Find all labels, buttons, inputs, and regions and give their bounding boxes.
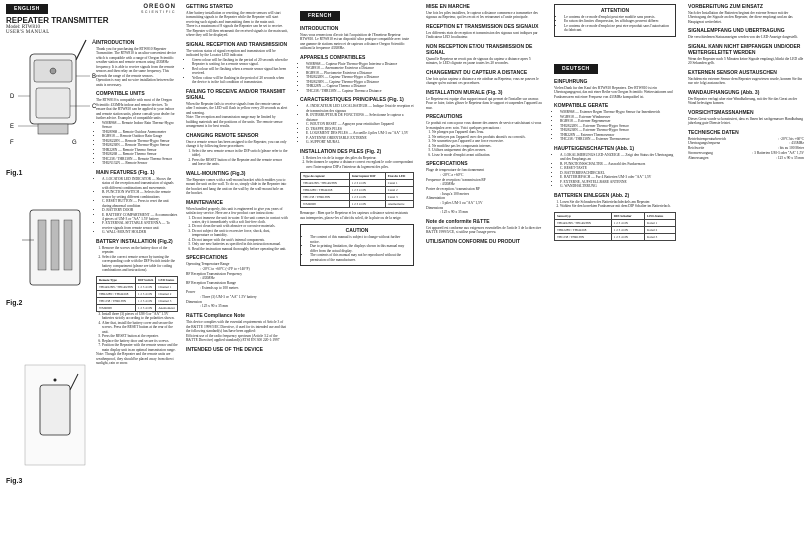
table-cell: WMR968 [301,201,350,208]
de-change-text: Nachdem ein externer Sensor dem Repeater zugewiesen wurde, konnen Sie ihn nur wie folgt austauschen. [688,76,803,86]
spec-row [426,210,542,215]
spec-row [688,156,804,161]
table-row [301,180,414,187]
list-item: • RGR918 — Remote Outdoor Rain Gauge [102,134,178,138]
spec-value: : -20°C bis +60°C [778,136,804,141]
table-header: Remote Type [97,276,136,283]
table-cell: 1 2 3 4 ON [611,233,644,240]
list-item: • WMR968 — Capteur Pluie Thermo-Hygro Interieur a Distance [306,62,414,66]
table-cell: 1 2 3 4 ON [135,304,155,311]
list-item: 6. Replace the battery door and secure its screws. [102,339,178,343]
list-item: 2. Wahlen Sie den korrekten Funksensor mit dem DIP Schalter im Batteriefach. [560,204,676,208]
table-header: LED-Status [645,212,676,219]
battery-1 [38,220,46,270]
de-dip-table [554,212,676,241]
de-main-heading: HAUPTEIGENSCHAFTEN (Abb. 1) [554,145,634,152]
de-precautions-heading: VORSICHTSMASSNAHMEN [688,109,754,116]
list-item: • The contents of this manual may not be reproduced without the permission of the manufacturer. [310,253,410,262]
table-row [97,297,178,304]
list-item: • The content of this manual is subject to change without further notice. [310,235,410,244]
fr-attention-heading: ATTENTION [600,8,630,14]
spec-label: Alimentation [426,196,445,201]
list-item: • THGR228N — Externer Thermo-Hygro Sensor [560,124,676,128]
english-column-middle [180,0,292,534]
list-item: • THGR238N — Capteur Thermo-Hygro a Distance [306,80,414,84]
en-caution-box [300,224,414,266]
list-item: 5. Only use new batteries as specified in this instruction manual. [192,242,288,246]
en-fail-heading: FAILING TO RECEIVE AND/OR TRANSMIT SIGNAL [186,88,286,101]
en-start-heading: GETTING STARTED [186,4,233,10]
table-cell: THGR228N / THGR238N [555,219,612,226]
list-item: • WMR968 — Externer Regen Thermo-Hygro Sensor fur Innenbereich [560,110,676,114]
en-intro-heading: INTRODUCTION [96,40,135,46]
table-header-row [555,212,676,219]
list-item: • Le contenu de ce mode d'emploi peut etre modifie sans preavis. [564,15,672,19]
list-item: 1. Retirez les vis de la trappe des piles du Repeteur. [306,156,414,160]
lang-tab-french: FRENCH [300,11,340,21]
fr-change-text: Une fois qu'un capteur a distance a ete attribue au Repeteur, vous ne pouvez le changer qu'en suivant ces procedures. [426,76,539,86]
table-cell: 1 2 3 4 ON [135,290,155,297]
en-start-text: After battery installation or resetting, the remote sensors will start transmitting signals to the Repeater while the Repeater will start receiving such signals and transmitting them to the main unit. [186,11,281,24]
en-spec-heading: SPECIFICATIONS [186,255,228,262]
list-item: • En raison des limites d'impression, les affichages peuvent differer. [564,19,672,23]
en-battery-heading: BATTERY INSTALLATION (Fig.2) [96,238,173,245]
french-german-column [548,0,680,534]
mixed-column [294,0,418,534]
en-main-heading: MAIN FEATURES (Fig. 1) [96,169,155,176]
brand-sub: SCIENTIFIC [141,10,176,14]
callout-d: D [10,94,15,100]
table-header: Type de capteur [301,173,350,180]
fr-fail-text: Quand le Repeteur ne recoit pas de signaux du capteur a distance apres 5 minutes, le LED clignote en jaune toutes les 20 secondes. [426,56,531,66]
en-battery-note: Note: Though the Repeater and the remote units are weatherproof, they should be placed away from direct sunlight, rain or snow. [96,352,174,366]
spec-value: : bis zu 100 Meter [777,146,804,151]
list-item: 4. After that, install the battery cover and secure the screws. Press the RESET button at the rear of the unit. [102,321,178,334]
table-header: Etat du LED [385,173,413,180]
table-cell: THC238 / THR138N [301,194,350,201]
list-item: • C. RESET BUTTON — Press to reset the unit during abnormal condition [102,199,178,208]
spec-value: : 3 Batterien UM-3 oder "AA" 1,5V [752,150,804,155]
spec-label: Dimension [186,299,202,304]
fr-start-text: Une fois les piles installees, le capteur a distance commence a transmettre des signaux au Repeteur, qui les recoit et les retransmet a l'unite principale. [426,11,538,20]
list-item: • G. WALL-MOUNT HOLDER [102,230,178,234]
callout-a: A [92,40,97,46]
lang-tab-german: DEUTSCH [554,64,598,74]
battery-3 [64,220,72,270]
table-row [555,226,676,233]
list-item: 2. Press the RESET button of the Repeater and the remote sensor and leave the units. [192,158,288,167]
list-item: • THGN132N — Remote Sensor [102,161,178,165]
de-fail-text: Wenn der Repeater nach 5 Minuten keine Signale empfangt, blinkt die LED alle 20 Sekunden gelb. [688,56,804,66]
table-header: LED Status [156,276,178,283]
table-cell: 1 2 3 4 ON [349,194,385,201]
list-item: • D. BATTERY DOOR [102,208,178,212]
spec-value: : Three (3) UM-3 or "AA" 1.5V battery [200,295,257,300]
header-block [6,4,176,14]
table-cell: WMR968 [97,304,136,311]
fr-intro-heading: INTRODUCTION [300,26,339,32]
en-compat-text: The RTW810 is compatible with most of the Oregon Scientific 433MHz indoor and remote devices. To ensure that the RTW810 can be applied to your indoor and remote station units, please consult your dealer for further advice. Examples of compatible units: [96,98,175,121]
fr-eu-heading: UTILISATION CONFORME DU PRODUIT [426,238,521,245]
list-item: • THGR228N — Remote Thermo-Hygro Sensor [102,139,178,143]
table-cell: THGR228N / THGR238N [97,283,136,290]
list-item: • B. FUNKTIONSSCHALTER — Auswahl des Funksensors [560,162,676,166]
de-battery-heading: BATTERIEN EINLEGEN (Abb. 2) [554,192,630,199]
german-column-right [682,0,808,534]
en-maintenance-heading: MAINTENANCE [186,199,223,206]
spec-label: Frequence de reception / transmission RF [426,177,486,182]
list-item: • THR228N — Externer Thermosensor [560,133,676,137]
de-change-heading: EXTERNEN SENSOR AUSTAUSCHEN [688,69,777,76]
en-reception-heading: SIGNAL RECEPTION AND TRANSMISSION [186,41,288,48]
spec-label: Dimensions [426,205,444,210]
en-change-heading: CHANGING REMOTE SENSOR [186,132,259,139]
de-wall-text: Der Repeater verfugt uber eine Wandhalterung, mit der Sie das Gerat an der Wand befestigen konnen. [688,96,798,106]
list-item: • THGR228N — Capteur Thermo-Hygro a Distance [306,75,414,79]
list-item: • E. BATTERIEFACH — Fur 4 Batterien UM-3 oder "AA" 1,5V [560,175,676,179]
fr-reception-text: Les differents etats de reception et transmission des signaux sont indiques par l'indicateur LED localisateur. [426,30,538,40]
list-item: 6. Lisez le mode d'emploi avant utilisation. [432,153,542,157]
spec-value: : 3 piles UM-3 ou "AA" 1,5V [440,200,483,205]
list-item: • E. LOGEMENT DES PILES — Accueille 4 piles UM-3 ou "AA" 1,5V [306,131,414,135]
list-item: • WMR968 — Remote Indoor Rain Thermo-Hygro Sensor [102,121,178,130]
callout-e: E [10,124,15,130]
spec-label: Betriebstemperaturbereich [688,136,727,141]
en-change-text: Once a remote sensor has been assigned to the Repeater, you can only change it by following these procedures: [186,139,287,149]
en-eu-heading: INTENDED USE OF THE DEVICE [186,346,263,353]
table-row [301,201,414,208]
en-fail-note: Note: The reception and transmission range may be limited by building materials and the positions of the units. The remote sensor arrangement is for best results. [186,115,283,129]
de-intro-text: Vielen Dank fur den Kauf des RTW810 Repeaters. Der RTW810 ist ein Ubertragungsgerat, das mit einer Reihe von Oregon Scientific Wetterstationen und Funksensoren mit einer Frequenz von 433MHz kompatibel ist. [554,85,673,99]
list-item: • A. INDICATEUR LED LOCALISATEUR — Indique l'etat de reception et de transmission des signaux [306,104,414,113]
en-start-text-2: There is a maximum of 8 signals the Repeater can be set to receive. The Repeater will then retransmit the received signals to the main unit, where they will be displayed. [186,24,288,38]
list-item: • B. FUNCTION SWITCH — Selects the remote sensor by setting different combinations [102,190,178,199]
en-intro-text-2: Operation is easy and no wire installation between the units is necessary. [96,78,174,87]
callout-f: F [10,140,14,146]
table-cell: THR228N / THGR268 [97,290,136,297]
fr-change-heading: CHANGEMENT DU CAPTEUR A DISTANCE [426,69,528,76]
list-item: • THGR238N — Remote Thermo-Hygro Sensor [102,143,178,147]
fr-mount-text: Le Repeteur est equipe d'un support mural qui permet de l'installer sur un mur. Pour ce faire, faites glisser le Repeteur dans le support et suspendez l'appareil au mur. [426,96,542,110]
spec-value: : -20°C to +60°C (-4°F to +140°F) [200,267,250,272]
spec-label: Stromversorgung [688,150,713,155]
de-precautions-text: Dieses Gerat wurde so konstruiert, dass es Ihnen bei sachgemasser Handhabung jahrelang gute Dienste leistet. [688,116,804,126]
table-header: DIP-Schalter [611,212,644,219]
list-item: • RGR918 — Pluviometre Exterieur a Distance [306,71,414,75]
list-item: • D. TRAPPE DES PILES [306,127,414,131]
de-start-heading: VORBEREITUNG ZUM EINSATZ [688,4,763,10]
list-item: • A. LOCATOR LED INDICATOR — Shows the status of the reception and transmission of signals with different combinations and movements [102,177,178,190]
list-item: • Yellow colour will be flashing in the period of 20 seconds when the device is in the fail condition of transmission. [192,76,288,85]
en-rtte-heading: R&TTE Compliance Note [186,313,245,320]
table-cell: Canal 2 [385,187,413,194]
brand-name: OREGON [143,4,176,10]
fr-reception-heading: RECEPTION ET TRANSMISSION DES SIGNAUX [426,23,539,30]
fr-mount-heading: INSTALLATION MURALE (Fig. 3) [426,89,503,96]
spec-value: : 125 x 90 x 35 mm [775,155,804,160]
table-cell: 1 2 3 4 ON [349,201,385,208]
table-row [97,283,178,290]
spec-value: : Jusqu'a 100 metres [440,191,470,196]
table-cell: Kanal 3 [645,233,676,240]
table-cell: Kanal 1 [645,219,676,226]
fr-main-heading: CARACTERISTIQUES PRINCIPALES (Fig. 1) [300,97,404,104]
french-column-middle [420,0,546,534]
spec-value: : 433MHz [200,276,215,281]
table-cell: 1 2 3 4 ON [349,187,385,194]
spec-value: : 125 x 90 x 35 mm [440,210,469,215]
spec-label: Ubertragungsfrequenz [688,141,721,146]
spec-label: Abmessungen [688,155,709,160]
doc-model: Model: RTW810 [6,25,41,30]
table-cell: Canal 3 [385,194,413,201]
table-cell: THR228N / THGR268 [555,226,612,233]
fig1-device-illustration [8,36,100,156]
list-item: • C. BOUTON RESET — Appuyez pour reinitialiser l'appareil [306,122,414,126]
list-item: • G. SUPPORT MURAL [306,140,414,144]
table-header: DIP Switch [135,276,155,283]
list-item: • THGR268 — Remote Thermo Sensor [102,152,178,156]
list-item: 5. Press the RESET button at the repeater. [102,334,178,338]
de-start-text: Nach der Installation der Batterien beginnt der externe Sensor mit der Ubertragung der Signale an den Repeater, der diese empfangt und an das Hauptgerat weiterleitet. [688,11,793,24]
fig2-label: Fig.2 [6,300,23,307]
list-item: • Le contenu de ce mode d'emploi ne peut etre reproduit sans l'autorisation du fabricant. [564,24,672,33]
fr-start-heading: MISE EN MARCHE [426,4,470,10]
de-spec-list [688,137,804,160]
list-item: • THC238 / THR138N — Capteur Thermo a Distance [306,89,414,93]
list-item: 1. Ne plongez pas l'appareil dans l'eau. [432,130,542,134]
list-item: • Green colour will be flashing in the period of 20 seconds when the Repeater is waiting for a remote sensor signal. [192,58,288,67]
list-item: 3. Ne soumettez pas l'appareil a une force excessive. [432,139,542,143]
wall-mount-holder [38,124,68,134]
spec-label: Power [186,290,196,295]
list-item: • F. EXTERNAL SETTABLE ANTENNA — To receive signals from remote sensor unit [102,221,178,230]
fr-compat-heading: APPAREILS COMPATIBLES [300,54,366,61]
spec-label: Plage de temperature de fonctionnement [426,168,485,173]
table-row [555,233,676,240]
en-spec-list [186,262,288,309]
list-item: 4. Do not tamper with the unit's internal components. [192,238,288,242]
table-row [301,187,414,194]
list-item: • A. LOKALISIERUNGS LED-ANZEIGE — Zeigt den Status der Ubertragung und des Empfangs an [560,153,676,162]
callout-c: C [92,104,97,110]
list-item: • F. ANTENNE ORIENTABLE EXTERNE [306,136,414,140]
en-rtte-text-2: Efficient use of the radio frequency spectrum (Article 3.2 of the R&TTE Directive) applied standard(s) ETSI EN 300 220-1:1997 [186,333,280,343]
table-cell: Anemometer [156,304,178,311]
fr-intro-text: Nous vous remercions d'avoir fait l'acquisition de l'Emetteur Repeteur RTW810. Le RTW810 est un dispositif ultra pratique compatible avec toute une gamme de stations meteo et de capteurs a distance Oregon Scientific utilisant la frequence 433MHz. [300,33,410,51]
spec-row [186,304,288,309]
list-item: 3. Do not subject the unit to excessive force, shock, dust, temperature or humidity. [192,229,288,238]
list-item: • THGR968 — Remote Outdoor Anemometer [102,130,178,134]
list-item: • C. RESET-TASTE [560,166,676,170]
de-intro-heading: EINFUHRUNG [554,78,588,85]
en-caution-heading: CAUTION [345,228,369,235]
list-item: 3. Install three (3) pieces of UM-3 or "AA" 1.5V batteries strictly according to the polarities shown. [102,312,178,321]
fr-battery-heading: INSTALLATION DES PILES (Fig. 2) [300,148,382,155]
list-item: 7. Position the Repeater with the remote sensor and the main display unit in an optimal transmission range. [102,343,178,352]
table-header: Sensortyp [555,212,612,219]
fig1-label: Fig.1 [6,170,23,177]
list-item: • RGR918 — Externer Regenmesser [560,119,676,123]
table-header-row [97,276,178,283]
spec-label: Operating Temperature Range [186,262,230,267]
spec-label: RF Reception Transmission Range [186,281,237,286]
table-row [97,304,178,311]
table-cell: Channel 1 [156,283,178,290]
en-maintenance-text: When handled properly, this unit is engineered to give you years of satisfactory service. Here are a few product care instructions: [186,206,283,216]
list-item: 2. Ne nettoyez pas l'appareil avec des produits abrasifs ou corrosifs. [432,135,542,139]
en-wall-text: The Repeater comes with a wall-mount bracket which enables you to mount the unit on the wall. To do so, simply slide in the Repeater into the bracket and hang the unit on the wall by the wall-mount hole on the bracket. [186,177,287,196]
list-item: • B. INTERRUPTEUR DE FONCTIONS — Selectionne le capteur a distance [306,113,414,122]
table-cell: Kanal 2 [645,226,676,233]
table-cell: 1 2 3 4 ON [349,180,385,187]
list-item: 1. Remove the screws on the battery door of the repeater. [102,246,178,255]
spec-value: : -20°C a +60°C [440,172,464,177]
en-intro-text: Thank you for purchasing the RTW810 Repeater Transmitter. The RTW810 is an ultra-convenient device which is compatible with a range of Oregon Scientific weather station and remote sensors using 433MHz frequency. It is able to receive signals from the remote sensors and then relay on the same frequency. This extends the range of the remote sensors. [96,47,177,78]
list-item: • WGR918 — Anemometre Exterieur a Distance [306,66,414,70]
list-item: 4. Ne modifiez pas les composants internes. [432,144,542,148]
battery-door [36,88,70,118]
fr-dip-table [300,172,414,208]
spec-value: : 433MHz [789,141,804,146]
list-item: • THGR238N — Externer Thermo-Hygro Sensor [560,128,676,132]
list-item: • THR228N — Remote Thermo Sensor [102,148,178,152]
lang-tab-english: ENGLISH [6,4,48,14]
english-column-left [0,0,180,534]
de-fail-heading: SIGNAL KANN NICHT EMPFANGEN UND/ODER WEITERGELEITET WERDEN [688,43,801,56]
doc-guide: USER'S MANUAL [6,30,50,35]
de-reception-text: Die verschiedenen Statusanzeigen werden von der LED-Anzeige dargestellt. [688,35,799,40]
table-cell: THC238 / THR138N [555,233,612,240]
spec-label: Reichweite [688,146,705,151]
en-reception-text: The various status of signal reception and transmission will be indicated by the Locator LED indicator. [186,48,276,58]
list-item: 2. Selectionnez le capteur a distance correct en reglant le code correspondant avec l'interrupteur DIP a l'interieur du logement des piles. [306,160,414,169]
spec-value: : 125 x 90 x 35 mm [200,304,229,309]
doc-title: REPEATER TRANSMITTER [6,16,109,25]
table-cell: 1 2 3 4 ON [611,219,644,226]
led-indicator [50,68,56,74]
table-header: Interrupteur DIP [349,173,385,180]
spec-label: RF Reception Transmission Frequency [186,271,243,276]
table-cell: THC238 / THR138N [97,297,136,304]
table-cell: THGR228N / THGR238N [301,180,350,187]
en-dip-table [96,276,178,312]
en-rtte-text: This device complies with the essential requirements of Article 3 of the R&TTE 1999/5/EC Directive, if used for its intended use and that the following standard(s) has/have been applied: [186,320,287,334]
fig3-wallmount-illustration [20,360,90,470]
spec-value: : Extends up to 100 metres [200,285,239,290]
callout-b: B [92,74,97,80]
list-item: • D. BATTERIEFACHDECKEL [560,171,676,175]
fr-fail-heading: NON RECEPTION ET/OU TRANSMISSION DE SIGNAL [426,43,533,56]
table-cell: 1 2 3 4 ON [135,283,155,290]
list-item: • F. EXTERNE, AUFSTELLBARE ANTENNE [560,180,676,184]
fr-attention-box [554,4,676,37]
table-cell: THR228N / THGR268 [301,187,350,194]
antenna [76,40,86,60]
fr-rtte-text: Cet appareil est conforme aux exigences essentielles de l'article 3 de la directive R&TTE 1999/5/CE, si utilise pour l'usage prevu. [426,225,542,235]
fr-spec-heading: SPECIFICATIONS [426,161,468,168]
spec-label: Portee de reception / transmission RF [426,186,480,191]
fr-precautions-text: Ce produit est concu pour vous donner des annees de service satisfaisant si vous le manipulez avec soin. Voici quelques precautions : [426,121,542,130]
table-cell: Canal 1 [385,180,413,187]
list-item: • Due to printing limitation, the displays shown in this manual may differ from the actual display. [310,244,410,253]
callout-g: G [72,140,77,146]
list-item: 2. Select the correct remote sensor by turning the corresponding code with the DIP Switch inside the battery compartment (please see table for coding combinations and instructions). [102,255,178,273]
table-cell: 1 2 3 4 ON [611,226,644,233]
en-intro-section [96,36,178,366]
de-compat-heading: KOMPATIBLE GERATE [554,103,609,110]
table-header-row [301,173,414,180]
en-wall-heading: WALL-MOUNTING (Fig.3) [186,170,246,177]
en-compat-heading: COMPATIBLE UNITS [96,91,145,98]
list-item: 1. Losen Sie die Schrauben des Batteriefachdeckels am Repeater. [560,200,676,204]
de-wall-heading: WANDAUFHANGUNG (Abb. 3) [688,89,760,96]
list-item: 6. Read the instruction manual thoroughly before operating the unit. [192,247,288,251]
table-cell: Anemometre [385,201,413,208]
list-item: • THC238 / THR138N — Externer Thermosensor [560,137,676,141]
list-item: • Red colour will be flashing when a remote sensor signal has been received. [192,67,288,76]
table-row [97,290,178,297]
table-cell: Channel 3 [156,297,178,304]
list-item: • THC238 / THR138N — Remote Thermo Sensor [102,157,178,161]
fr-remarque: Remarque : Bien que le Repeteur et les capteurs a distance soient resistants aux intemperies, placez-les a l'abri du soleil, de la pluie ou de la neige. [300,211,408,220]
de-reception-heading: SIGNALEMPFANG UND UBERTRAGUNG [688,28,785,35]
de-spec-heading: TECHNISCHE DATEN [688,129,739,136]
fr-precautions-heading: PRECAUTIONS [426,114,463,121]
list-item: • E. BATTERY COMPARTMENT — Accommodates 4 pieces of UM-3 or "AA" 1.5V battery [102,213,178,222]
list-item: 1. Do not immerse the unit in water. If the unit comes in contact with water, dry it immediately with a soft lint-free cloth. [192,216,288,225]
table-row [301,194,414,201]
list-item: 5. Utilisez uniquement des piles neuves. [432,148,542,152]
battery-2 [51,220,59,270]
list-item: 2. Do not clean the unit with abrasive or corrosive materials. [192,224,288,228]
spec-value: : 433MHz [440,182,455,187]
fig2-battery-illustration [20,200,90,295]
list-item: 1. Select the new remote sensor in the DIP switch (please refer to the table). [192,149,288,158]
table-cell: Channel 2 [156,290,178,297]
fr-spec-list [426,168,542,215]
list-item: • G. WANDHALTERUNG [560,184,676,188]
table-row [555,219,676,226]
list-item: • WGR918 — Externer Windmesser [560,115,676,119]
brand-logo [141,4,176,14]
fr-rtte-heading: Note de conformite R&TTE [426,218,490,225]
table-cell: 1 2 3 4 ON [135,297,155,304]
fig3-label: Fig.3 [6,478,23,485]
en-fail-text: When the Repeater fails to receive signals from the remote sensor after 5 minutes, the LED will flash in yellow every 20 seconds as alert and warning. [186,101,288,115]
list-item: • THR228N — Capteur Thermo a Distance [306,84,414,88]
